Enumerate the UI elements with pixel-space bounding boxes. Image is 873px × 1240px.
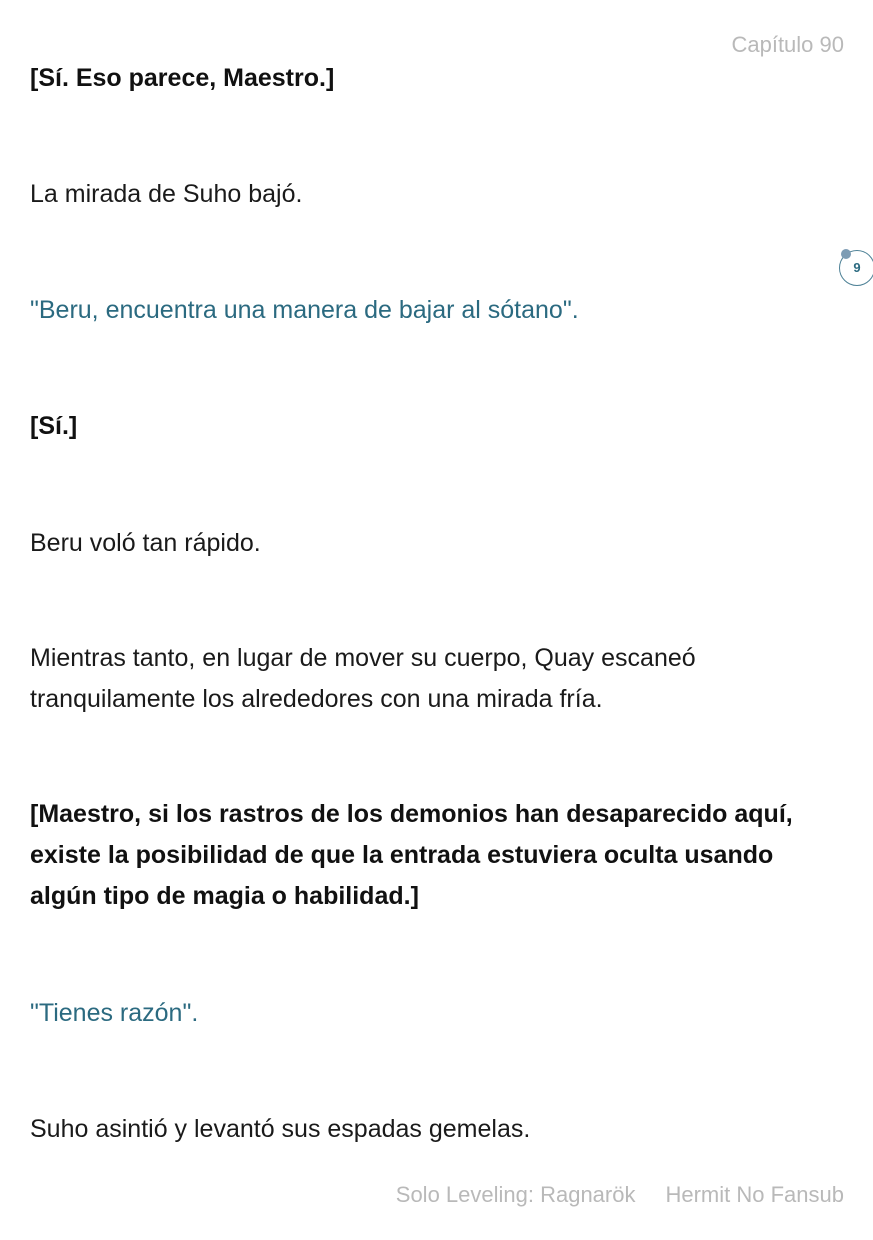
page-number: 9 (853, 260, 861, 275)
book-title: Solo Leveling: Ragnarök (395, 1182, 636, 1207)
badge-indicator-dot (841, 249, 851, 259)
paragraph-narration: Mientras tanto, en lugar de mover su cuerpo, Quay escaneó tranquilamente los alrededores con una mirada fría. (30, 644, 696, 713)
paragraph-dialogue: "Beru, encuentra una manera de bajar al sótano". (30, 296, 579, 324)
paragraph-system-dialogue: [Sí. Eso parece, Maestro.] (30, 64, 335, 92)
paragraph-dialogue: "Tienes razón". (30, 999, 199, 1027)
paragraph-narration: Suho asintió y levantó sus espadas gemelas. (30, 1115, 531, 1143)
translator-credit: Hermit No Fansub (665, 1182, 844, 1207)
paragraph-system-dialogue: [Maestro, si los rastros de los demonios han desaparecido aquí, existe la posibilidad de que la entrada estuviera oculta usando algún tipo de magia o habilidad.] (30, 800, 793, 910)
paragraph-narration: Beru voló tan rápido. (30, 529, 261, 557)
chapter-label: Capítulo 90 (731, 32, 844, 57)
page-footer (396, 1182, 844, 1208)
paragraph-narration: La mirada de Suho bajó. (30, 180, 303, 208)
paragraph-system-dialogue: [Sí.] (30, 412, 78, 440)
